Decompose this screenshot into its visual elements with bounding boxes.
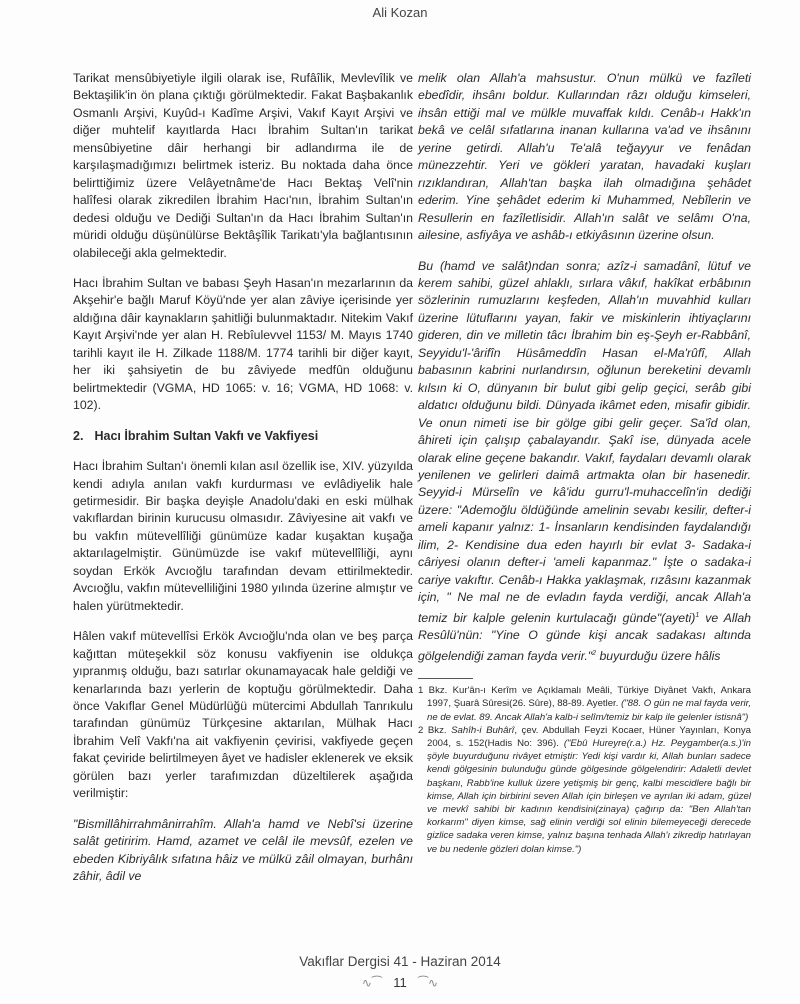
footnote-ref[interactable]: 1	[695, 611, 700, 619]
paragraph: Hacı İbrahim Sultan ve babası Şeyh Hasan'ın mezarlarının da Akşehir'e bağlı Maruf Köyü'nde yer alan zâviye içerisinde yer aldığına dâir kaynakların şahitliği bulunmaktadır. Nitekim Vakıf Kayıt Arşivi'nde yer alan H. Rebîulevvel 1153/ M. Mayıs 1740 tarihli kayıt ile H. Zilkade 1188/M. 1774 tarihli bir diğer kayıt, her iki şahsiyetin de bu zâviyede medfûn olduğunu belirtmektedir (VGMA, HD 1065: v. 16; VGMA, HD 1068: v. 102).	[73, 275, 413, 413]
footnote-ref[interactable]: 2	[592, 649, 597, 657]
page-number-block	[0, 975, 800, 990]
left-column	[73, 70, 413, 898]
footnote: 2 Bkz. Sahîh-i Buhârî, çev. Abdullah Feyzi Kocaer, Hüner Yayınları, Konya 2004, s. 152(Hadis No: 396). ("Ebû Hureyre(r.a.) Hz. Peygamber(a.s.)'in şöyle buyurduğunu rivâyet etmiştir: Yedi kişi vardır ki, Allah bunları sadece kendi gölgesinin bulunduğu günde gölgesinde gölgelendirir: Adaletli devlet başkanı, Rabb'ine kulluk üzere yetişmiş bir genç, kalbi mescidlere bağlı bir kimse, Allah için birbirini seven Allah için birleşen ve ayrılan iki adam, güzel ve mevkî sahibi bir kadının kendisini(zinaya) çağırıp da: "Ben Allah'tan korkarım" diyen kimse, sağ elinin verdiği sol elinin bilemeyeceği derecede gizlice sadaka veren kimse, yalnız başına tenhada Allah'ı zikredip hatırlayan ve bu nedenle gözleri dolan kimse.")	[418, 724, 751, 855]
paragraph: Tarikat mensûbiyetiyle ilgili olarak ise, Rufâîlik, Mevlevîlik ve Bektaşilik'in ön plana çıktığı görülmektedir. Fakat Başbakanlık Osmanlı Arşivi, Kuyûd-ı Kadîme Arşivi, Vakıf Kayıt Arşivi ve diğer muhtelif kayıtlarda Hacı İbrahim Sultan'ın tarikat mensûbiyetine dâir herhangi bir adlandırma ile de karşılaşmadığımızı belirtmek isteriz. Bu noktada daha önce belirttiğimiz üzere Velâyetnâme'de Hacı Bektaş Velî'nin halîfesi olarak zikredilen İbrahim Hacı'nın, İbrahim Sultan'ın dedesi olduğu ve Dediği Sultan'ın da Hacı İbrahim Sultan'ın müridi olduğu düşünülürse Bektâşîlik Tarikatı'yla bağlantısının olabileceği akla gelmektedir.	[73, 71, 413, 260]
journal-footer: Vakıflar Dergisi 41 - Haziran 2014	[299, 954, 501, 969]
quoted-vakfiye-text: "Bismillâhirrahmânirrahîm. Allah'a hamd ve Nebî'si üzerine salât getiririm. Hamd, azamet ve celâl ile mevsûf, ezelen ve ebeden Kibriyâlık sıfatına hâiz ve mülkü zâil olmayan, burhânı zâhir, âdil ve	[73, 816, 413, 884]
quoted-vakfiye-text: melik olan Allah'a mahsustur. O'nun mülkü ve fazîleti ebedîdir, ihsânı boldur. Kullarından râzı olduğu kimseleri, ihsân ettiği mal ve mülkle muvaffak kıldı. Cenâb-ı Hakk'ın bekâ ve celâl sıfatlarına inanan kullarına va'ad ve ihsânını yerine getirdi. Allah'u Te'alâ teğayyur ve fenâdan münezzehtir. Yeri ve gökleri yaratan, havadaki kuşları rızıklandıran, Allah'tan başka ilah olmadığına şehâdet ederim. Yine şehâdet ederim ki Muhammed, Nebîlerin ve Resullerin en fazîletlisidir. Allah'ın salât ve selâmı O'na, ailesine, asfiyâya ve ashâb-ı etkiyâsının üzerine olsun.	[418, 71, 751, 243]
section-title: Hacı İbrahim Sultan Vakfı ve Vakfiyesi	[94, 428, 319, 443]
running-header-author: Ali Kozan	[372, 5, 428, 20]
paragraph: Hacı İbrahim Sultan'ı önemli kılan asıl özellik ise, XIV. yüzyılda kendi adıyla anılan vakfı kurdurması ve evlâdiyelik hale getirmesidir. Bir başka deyişle Anadolu'daki en eski mülhak vakıflardan birinin kurucusu olmasıdır. Zâviyesine ait vakfı ve bu vakfın mütevellîliği günümüze kadar kuşaktan kuşağa aktarılagelmiştir. Günümüzde ise vakıf mütevellîliği, aynı soydan Erkök Avcıoğlu tarafından devam ettirilmektedir. Avcıoğlu, vakfın mütevelliliğini 1980 yılında üzerine almıştır ve halen yürütmektedir.	[73, 459, 413, 613]
ornament-left-icon: ∿⁀	[361, 976, 382, 990]
quoted-vakfiye-text: Bu (hamd ve salât)ndan sonra; azîz-i samadânî, lütuf ve kerem sahibi, güzel ahlaklı, sırlara vâkıf, hakîkat erbâbının sözlerinin rumuzlarını keşfeden, Allah'ın muvahhid kulları üzerine lütuflarını yayan, fakir ve miskinlerin ihtiyaçlarını gideren, din ve milletin tâcı İbrahim bin eş-Şeyh er-Rabbânî, Seyyidu'l-'ârifîn Hüsâmeddîn Hasan el-Ma'rûfî, Allah babasının kabrini nurlandırsın, oğlunun bereketini devamlı kılsın ki O, dünyanın bir bulut gibi gelip geçici, serâb gibi aldatıcı olduğunu bildi. Dünyada ikâmet eden, misafir gibidir. Ve onun nimeti ise bir gölge gibi gelir geçer. Sa'îd olan, âhireti için çalışıp çabalayandır. Şakî ise, dünyada acele olarak eline geçene bakandır. Vakıf, faydaları devamlı olarak yenilenen ve gelirleri daimâ artmakta olan bir hasenedir. Seyyid-i Mürselîn ve kâ'idu gurru'l-muhaccelîn'in dediği üzere: "Ademoğlu öldüğünde amelinin sevabı kesilir, defter-i ameli kapanır yalnız: 1- İnsanların kendisinden faydalandığı ilim, 2- Kendisine dua eden hayırlı bir evlat 3- Sadaka-i câriyesi olanın defter-i 'ameli kapanmaz." İşte o sadaka-i cariye vakıftır. Cenâb-ı Hakka yaklaşmak, rızâsını kazanmak için, " Ne mal ne de evladın fayda verdiği, ancak Allah'a temiz bir kalple gelenin kurtulacağı günde"(ayeti)$^1$ ve Allah Resûlü'nün: "Yine O günde kişi ancak sadakası altında gölgelendiği zaman fayda verir."$^2$ buyurduğu üzere hâlis	[418, 258, 751, 663]
paragraph: Hâlen vakıf mütevellîsi Erkök Avcıoğlu'nda olan ve beş parça kağıttan müteşekkil söz konusu vakfiyenin ise oldukça yıpranmış olduğu, bazı satırlar okunamayacak hale geldiği ve kenarlarında bazı yerlerin de koptuğu görülmektedir. Daha önce Vakıflar Genel Müdürlüğü mütercimi Abdullah Tanrıkulu tarafından günümüz Türkçesine aktarılan, Mülhak Hacı İbrahim Velî Vakfı'na ait vakfiyenin çevirisi, vakfiyede geçen fakat çeviride belirtilmeyen âyet ve hadisler eklenerek ve eksik görülen bazı yerler tarafımızdan düzeltilerek aşağıda verilmiştir:	[73, 629, 413, 801]
footnote-divider	[418, 678, 473, 679]
section-number: 2.	[73, 428, 84, 443]
section-heading	[73, 428, 413, 445]
page-number: 11	[393, 975, 407, 990]
ornament-right-icon: ⁀∿	[418, 976, 439, 990]
right-column	[418, 70, 751, 856]
footnote: 1 Bkz. Kur'ân-ı Kerîm ve Açıklamalı Meâli, Türkiye Diyânet Vakfı, Ankara 1997, Şuarâ Sûresi(26. Sûre), 88-89. Ayetler. ("88. O gün ne mal fayda verir, ne de evlat. 89. Ancak Allah'a kalb-i selîm/temiz bir kalp ile gelenler istisnâ")	[418, 685, 751, 723]
